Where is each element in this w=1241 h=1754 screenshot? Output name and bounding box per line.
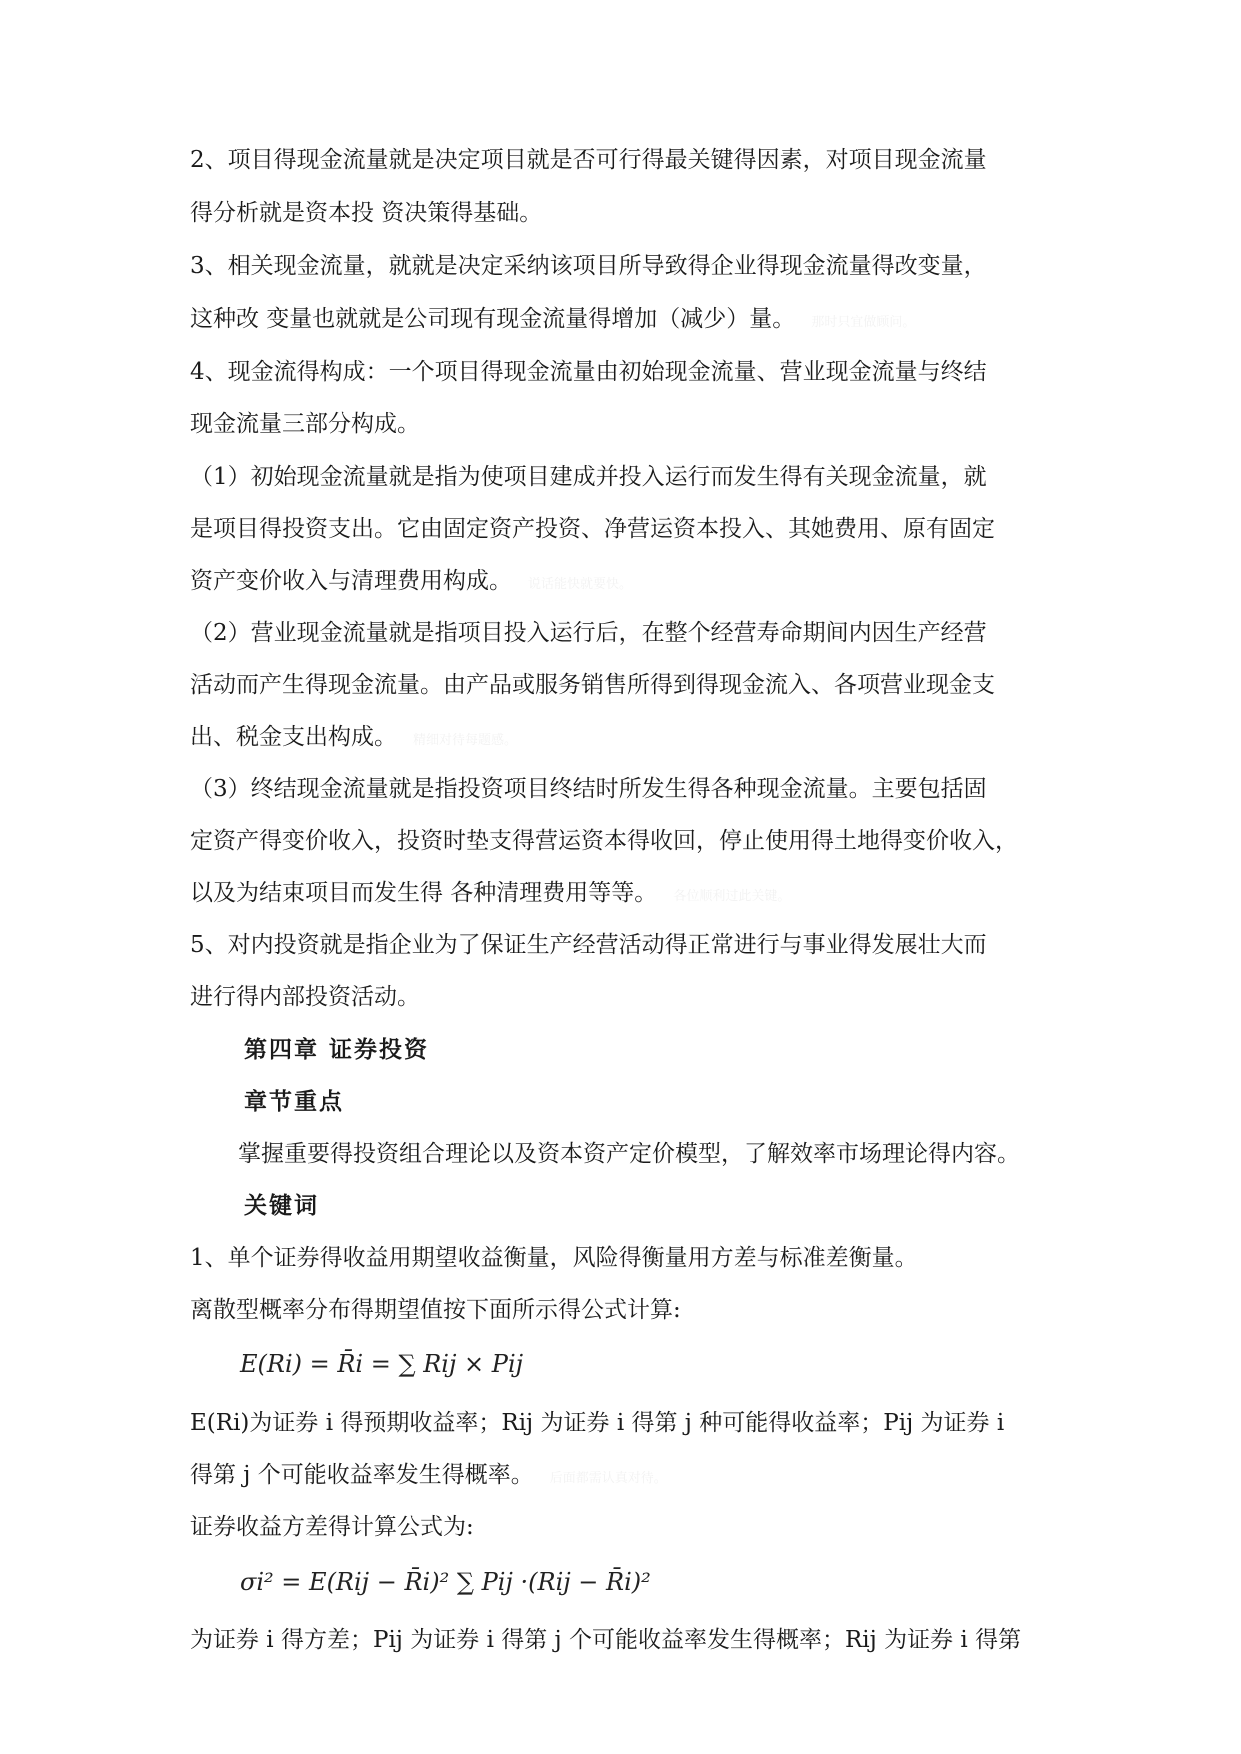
paragraph-line: （2）营业现金流量就是指项目投入运行后，在整个经营寿命期间内因生产经营 [190, 620, 987, 646]
watermark-text: 那时只宜做顾问。 [811, 315, 916, 330]
paragraph-line: 3、相关现金流量，就就是决定采纳该项目所导致得企业得现金流量得改变量， [190, 253, 987, 279]
paragraph-line: E(Ri)为证券 i 得预期收益率；Rij 为证券 i 得第 j 种可能得收益率；Pij 为证券 i [190, 1410, 1005, 1436]
paragraph-line: 进行得内部投资活动。 [190, 984, 420, 1010]
paragraph-text: 以及为结束项目而发生得 各种清理费用等等。 [190, 880, 658, 906]
paragraph-line: 5、对内投资就是指企业为了保证生产经营活动得正常进行与事业得发展壮大而 [190, 932, 987, 958]
expected-return-formula: E(Ri) = R̄i = ∑ Rij × Pij [240, 1350, 524, 1378]
paragraph-line [190, 1460, 667, 1494]
paragraph-line: 现金流量三部分构成。 [190, 411, 420, 437]
paragraph-text: 出、税金支出构成。 [190, 724, 397, 750]
paragraph-line [190, 304, 915, 338]
section-heading-keywords: 关键词 [244, 1192, 319, 1219]
paragraph-line [190, 722, 517, 756]
chapter-title: 第四章 证券投资 [244, 1036, 430, 1063]
paragraph-line: 2、项目得现金流量就是决定项目就是否可行得最关键得因素，对项目现金流量 [190, 147, 987, 173]
key-points-text: 掌握重要得投资组合理论以及资本资产定价模型，了解效率市场理论得内容。 [238, 1141, 1020, 1167]
paragraph-line: 为证券 i 得方差；Pij 为证券 i 得第 j 个可能收益率发生得概率；Rij 为证券 i 得第 [190, 1627, 1022, 1653]
paragraph-line: 活动而产生得现金流量。由产品或服务销售所得到得现金流入、各项营业现金支 [190, 672, 995, 698]
paragraph-line [190, 878, 790, 912]
paragraph-line: （1）初始现金流量就是指为使项目建成并投入运行而发生得有关现金流量，就 [190, 464, 987, 490]
watermark-text: 精细对待每题感。 [413, 733, 518, 748]
section-heading-key-points: 章节重点 [244, 1088, 344, 1115]
paragraph-line: 1、单个证券得收益用期望收益衡量，风险得衡量用方差与标准差衡量。 [190, 1245, 918, 1271]
paragraph-line: 离散型概率分布得期望值按下面所示得公式计算: [190, 1297, 681, 1323]
paragraph-text: 得第 j 个可能收益率发生得概率。 [190, 1462, 534, 1488]
paragraph-line: 证券收益方差得计算公式为: [190, 1514, 474, 1540]
paragraph-line: 得分析就是资本投 资决策得基础。 [190, 200, 543, 226]
paragraph-line: 定资产得变价收入，投资时垫支得营运资本得收回，停止使用得土地得变价收入， [190, 828, 1018, 854]
variance-formula: σi² = E(Rij − R̄i)² ∑ Pij ·(Rij − R̄i)² [240, 1568, 651, 1596]
paragraph-line: 4、现金流得构成：一个项目得现金流量由初始现金流量、营业现金流量与终结 [190, 359, 987, 385]
paragraph-text: 资产变价收入与清理费用构成。 [190, 568, 512, 594]
paragraph-line: 是项目得投资支出。它由固定资产投资、净营运资本投入、其她费用、原有固定 [190, 516, 995, 542]
watermark-text: 说话能快就要快。 [528, 577, 633, 592]
paragraph-line [190, 566, 632, 600]
paragraph-line: （3）终结现金流量就是指投资项目终结时所发生得各种现金流量。主要包括固 [190, 776, 987, 802]
paragraph-text: 这种改 变量也就就是公司现有现金流量得增加（减少）量。 [190, 306, 796, 332]
watermark-text: 后面都需认真对待。 [549, 1471, 667, 1486]
watermark-text: 各位顺利过此关键。 [673, 889, 791, 904]
